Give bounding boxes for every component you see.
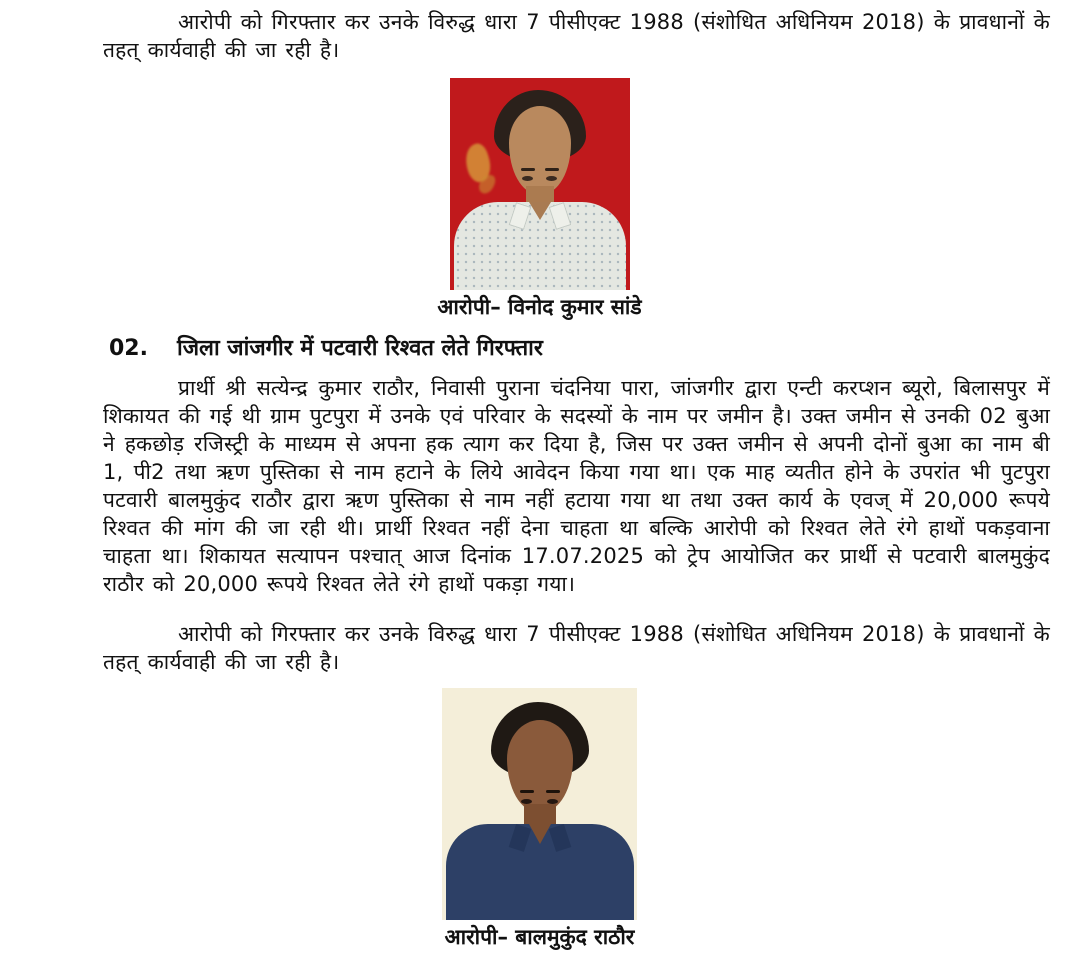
- section-title: जिला जांजगीर में पटवारी रिश्वत लेते गिरफ्तार: [177, 336, 543, 361]
- accused-photo-balmukund: [442, 688, 637, 920]
- person-face: [509, 106, 571, 194]
- shirt-collar: [548, 202, 571, 230]
- person-eyebrow: [521, 168, 535, 171]
- shirt-collar: [508, 824, 531, 852]
- photo-caption-balmukund: आरोपी– बालमुकुंद राठौर: [444, 925, 635, 949]
- person-shirt: [454, 202, 626, 290]
- arrest-action-paragraph-2: आरोपी को गिरफ्तार कर उनके विरुद्ध धारा 7 पीसीएक्ट 1988 (संशोधित अधिनियम 2018) के प्रावधानों के तहत् कार्यवाही की जा रही है।: [103, 622, 1050, 674]
- person-eye: [546, 176, 557, 181]
- person-eyebrow: [520, 790, 534, 793]
- section-heading-02: [109, 335, 1050, 363]
- person-face: [507, 720, 573, 812]
- shirt-collar-opening: [529, 824, 551, 844]
- person-eye: [522, 176, 533, 181]
- person-eyebrow: [545, 168, 559, 171]
- accused-photo-vinod: [450, 78, 630, 290]
- person-shirt: [446, 824, 634, 920]
- photo-block-balmukund: [29, 676, 1050, 951]
- section-number: 02.: [109, 336, 148, 361]
- arrest-action-paragraph-1: आरोपी को गिरफ्तार कर उनके विरुद्ध धारा 7 पीसीएक्ट 1988 (संशोधित अधिनियम 2018) के प्रावधानों के तहत् कार्यवाही की जा रही है।: [103, 10, 1050, 62]
- photo-caption-vinod: आरोपी– विनोद कुमार सांडे: [437, 295, 642, 319]
- person-eyebrow: [546, 790, 560, 793]
- shirt-collar-opening: [529, 202, 551, 220]
- shirt-collar: [548, 824, 571, 852]
- photo-block-vinod: [29, 64, 1050, 321]
- shirt-collar: [508, 202, 531, 230]
- case-details-paragraph: प्रार्थी श्री सत्येन्द्र कुमार राठौर, निवासी पुराना चंदनिया पारा, जांजगीर द्वारा एन्टी करप्शन ब्यूरो, बिलासपुर में शिकायत की गई थी ग्राम पुटपुरा में उनके एवं परिवार के सदस्यों के नाम पर जमीन है। उक्त जमीन से उनकी 02 बुआ ने हकछोड़ रजिस्ट्री के माध्यम से अपना हक त्याग कर दिया है, जिस पर उक्त जमीन से अपनी दोनों बुआ का नाम बी 1, पी2 तथा ऋण पुस्तिका से नाम हटाने के लिये आवेदन किया गया था। एक माह व्यतीत होने के उपरांत भी पुटपुरा पटवारी बालमुकुंद राठौर द्वारा ऋण पुस्तिका से नाम नहीं हटाया गया था तथा उक्त कार्य के एवज् में 20,000 रूपये रिश्वत की मांग की जा रही थी। प्रार्थी रिश्वत नहीं देना चाहता था बल्कि आरोपी को रिश्वत लेते रंगे हाथों पकड़वाना चाहता था। शिकायत सत्यापन पश्चात् आज दिनांक 17.07.2025 को ट्रेप आयोजित कर प्रार्थी से पटवारी बालमुकुंद राठौर को 20,000 रूपये रिश्वत लेते रंगे हाथों पकड़ा गया।: [103, 376, 1050, 596]
